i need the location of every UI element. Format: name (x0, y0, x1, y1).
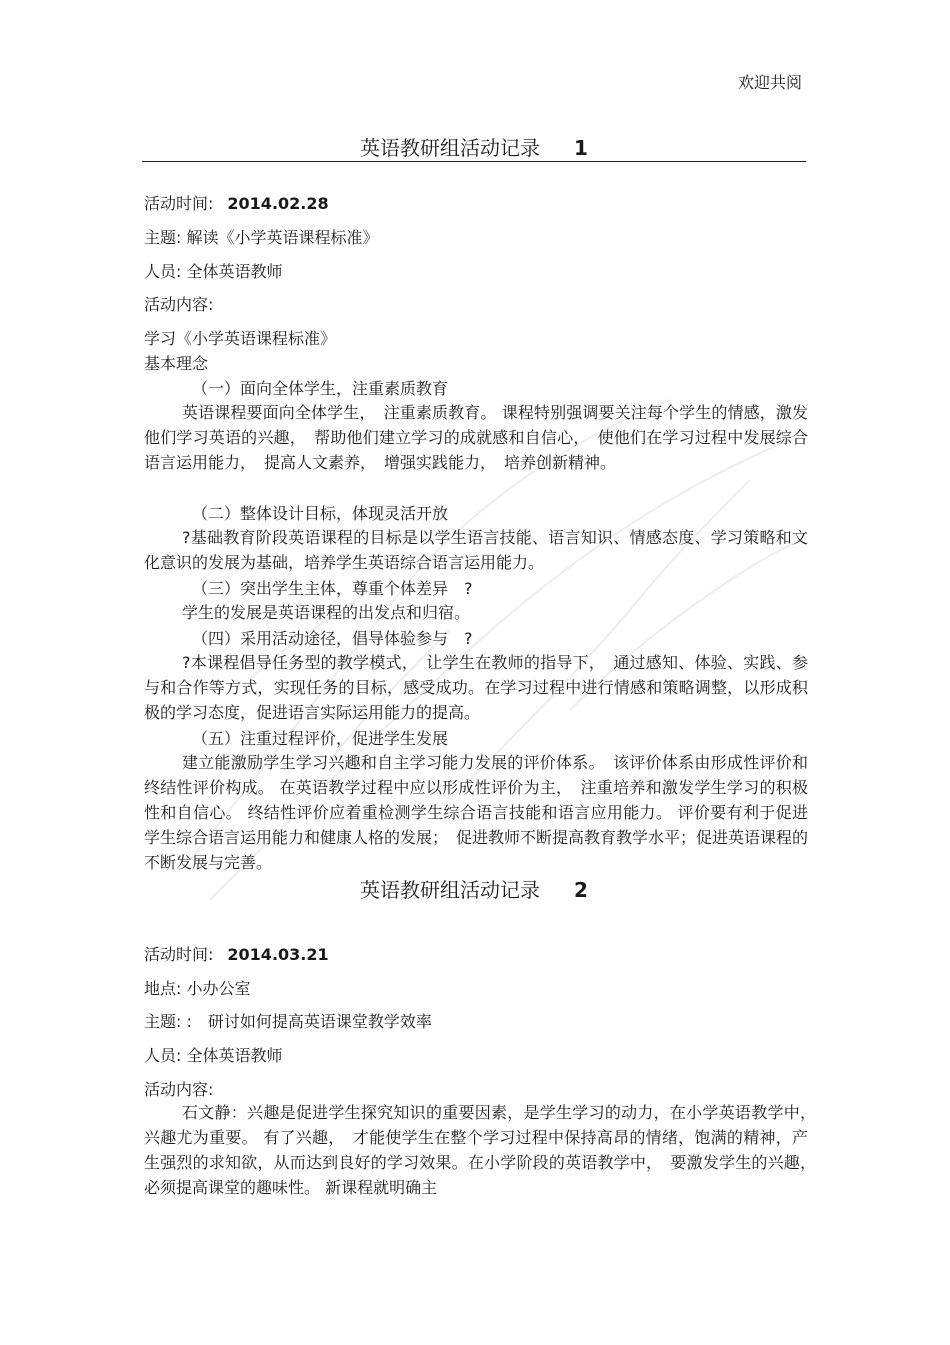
record-2-place: 地点: 小办公室 (144, 979, 251, 998)
study-title: 学习《小学英语课程标准》 (144, 329, 337, 348)
section-3-title: （三）突出学生主体，尊重个体差异 ? (192, 579, 473, 598)
concept-heading: 基本理念 (144, 354, 209, 373)
section-5-text: 建立能激励学生学习兴趣和自主学习能力发展的评价体系。 该评价体系由形成性评价和终结性评价构成。 在英语教学过程中应以形成性评价为主， 注重培养和激发学生学习的积极性和自信心。 终结性评价应着重检测学生综合语言技能和语言应用能力。 评价要有利于促进学生综合语言运用能力和健康人格的发展； 促进教师不断提高教育教学水平；促进英语课程的不断发展与完善。 (144, 753, 809, 872)
record-2-text: 石文静：兴趣是促进学生探究知识的重要因素，是学生学习的动力，在小学英语教学中， 兴趣尤为重要。 有了兴趣， 才能使学生在整个学习过程中保持高昂的情绪，饱满的精神，产生强烈的求知欲，从而达到良好的学习效果。在小学阶段的英语教学中， 要激发学生的兴趣， 必须提高课堂的趣味性。 新课程就明确主 (144, 1103, 825, 1197)
time-value: 2014.02.28 (227, 194, 329, 213)
section-1-text: 英语课程要面向全体学生， 注重素质教育。 课程特别强调要关注每个学生的情感，激发他们学习英语的兴趣， 帮助他们建立学习的成就感和自信心， 使他们在学习过程中发展综合语言运用能力， 提高人文素养， 增强实践能力， 培养创新精神。 (144, 403, 808, 472)
record-1-content-label: 活动内容: (144, 295, 214, 314)
record-2-content-label: 活动内容: (144, 1080, 214, 1099)
record-1-topic: 主题: 解读《小学英语课程标准》 (144, 228, 379, 247)
title-divider (142, 161, 806, 162)
time-value: 2014.03.21 (227, 945, 329, 964)
record-1-time (144, 191, 808, 214)
section-2-title: （二）整体设计目标，体现灵活开放 (192, 504, 449, 523)
section-1-title: （一）面向全体学生，注重素质教育 (192, 379, 449, 398)
record-1-people: 人员: 全体英语教师 (144, 262, 283, 281)
record-2-topic: 主题: : 研讨如何提高英语课堂教学效率 (144, 1012, 432, 1031)
record-2-people: 人员: 全体英语教师 (144, 1046, 283, 1065)
section-4-text: ?本课程倡导任务型的教学模式， 让学生在教师的指导下， 通过感知、体验、实践、参与和合作等方式，实现任务的目标，感受成功。在学习过程中进行情感和策略调整，以形成积极的学习态度，促进语言实际运用能力的提高。 (144, 653, 808, 722)
record-2-title (142, 876, 806, 904)
record-1-title (142, 134, 806, 162)
record-1-title-text: 英语教研组活动记录 (360, 136, 541, 160)
time-label: 活动时间: (144, 945, 214, 964)
section-5-title: （五）注重过程评价，促进学生发展 (192, 729, 449, 748)
header-note: 欢迎共阅 (737, 73, 802, 92)
record-2-title-text: 英语教研组活动记录 (360, 878, 541, 902)
record-2-time (144, 942, 808, 965)
section-4-title: （四）采用活动途径，倡导体验参与 ? (192, 629, 473, 648)
time-label: 活动时间: (144, 194, 214, 213)
section-3-text: 学生的发展是英语课程的出发点和归宿。 (182, 603, 471, 622)
record-1-number: 1 (574, 136, 588, 160)
record-2-number: 2 (574, 878, 588, 902)
section-2-text: ?基础教育阶段英语课程的目标是以学生语言技能、语言知识、情感态度、学习策略和文化意识的发展为基础，培养学生英语综合语言运用能力。 (144, 528, 808, 572)
